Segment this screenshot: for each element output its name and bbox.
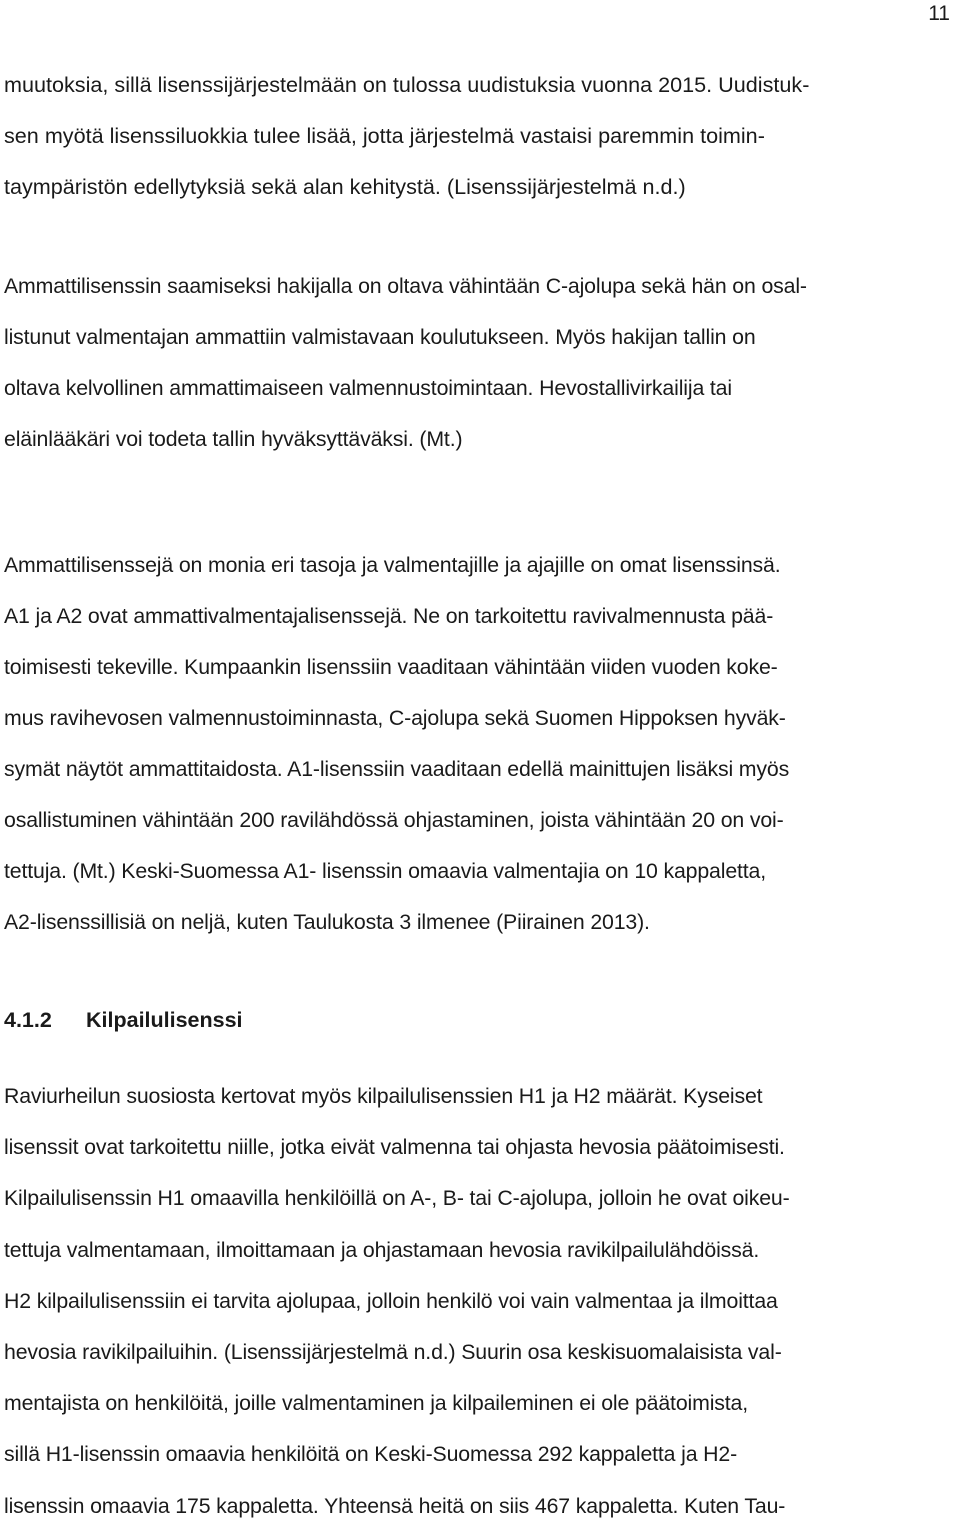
text-line: Raviurheilun suosiosta kertovat myös kilpailulisenssien H1 ja H2 määrät. Kyseiset [4, 1084, 763, 1108]
paragraph-license-levels [4, 540, 956, 948]
section-heading [4, 996, 243, 1044]
page-number: 11 [928, 2, 950, 25]
text-line: lisenssin omaavia 175 kappaletta. Yhteensä heitä on siis 467 kappaletta. Kuten Tau- [4, 1493, 786, 1518]
text-line: A2-lisenssillisiä on neljä, kuten Taulukosta 3 ilmenee (Piirainen 2013). [4, 910, 650, 934]
text-line: tettuja. (Mt.) Keski-Suomessa A1- lisenssin omaavia valmentajia on 10 kappaletta, [4, 859, 767, 883]
paragraph-professional-license [4, 261, 956, 465]
text-line: eläinlääkäri voi todeta tallin hyväksyttäväksi. (Mt.) [4, 427, 463, 451]
section-number: 4.1.2 [4, 1008, 52, 1032]
text-line: symät näytöt ammattitaidosta. A1-lisenssiin vaaditaan edellä mainittujen lisäksi myös [4, 757, 790, 781]
text-line: hevosia ravikilpailuihin. (Lisenssijärjestelmä n.d.) Suurin osa keskisuomalaisista val- [4, 1339, 782, 1364]
text-line: Ammattilisenssin saamiseksi hakijalla on oltava vähintään C-ajolupa sekä hän on osal- [4, 274, 807, 298]
text-line: A1 ja A2 ovat ammattivalmentajalisenssejä. Ne on tarkoitettu ravivalmennusta pää- [4, 604, 774, 628]
text-line: Kilpailulisenssin H1 omaavilla henkilöillä on A-, B- tai C-ajolupa, jolloin he ovat oikeu- [4, 1186, 790, 1211]
paragraph-license-changes [4, 59, 956, 212]
text-line: listunut valmentajan ammattiin valmistavaan koulutukseen. Myös hakijan tallin on [4, 325, 756, 349]
text-line: mentajista on henkilöitä, joille valmentaminen ja kilpaileminen ei ole päätoimista, [4, 1391, 748, 1416]
text-line: lisenssit ovat tarkoitettu niille, jotka eivät valmenna tai ohjasta hevosia päätoimisesti. [4, 1135, 785, 1160]
text-line: mus ravihevosen valmennustoiminnasta, C-ajolupa sekä Suomen Hippoksen hyväk- [4, 706, 786, 730]
text-line: taympäristön edellytyksiä sekä alan kehitystä. (Lisenssijärjestelmä n.d.) [4, 174, 686, 199]
text-line: sillä H1-lisenssin omaavia henkilöitä on Keski-Suomessa 292 kappaletta ja H2- [4, 1442, 738, 1467]
text-line: H2 kilpailulisenssiin ei tarvita ajolupaa, jolloin henkilö voi vain valmentaa ja ilmoittaa [4, 1288, 778, 1313]
text-line: toimisesti tekeville. Kumpaankin lisenssiin vaaditaan vähintään viiden vuoden koke- [4, 655, 778, 679]
text-line: tettuja valmentamaan, ilmoittamaan ja ohjastamaan hevosia ravikilpailulähdöissä. [4, 1237, 760, 1262]
text-line: Ammattilisenssejä on monia eri tasoja ja valmentajille ja ajajille on omat lisenssinsä. [4, 553, 781, 577]
paragraph-competition-license [4, 1071, 956, 1532]
section-title: Kilpailulisenssi [86, 1008, 243, 1032]
text-line: muutoksia, sillä lisenssijärjestelmään on tulossa uudistuksia vuonna 2015. Uudistuk- [4, 72, 810, 97]
text-line: oltava kelvollinen ammattimaiseen valmennustoimintaan. Hevostallivirkailija tai [4, 376, 732, 400]
text-line: osallistuminen vähintään 200 ravilähdössä ohjastaminen, joista vähintään 20 on voi- [4, 808, 784, 832]
text-line: sen myötä lisenssiluokkia tulee lisää, jotta järjestelmä vastaisi paremmin toimin- [4, 123, 765, 148]
